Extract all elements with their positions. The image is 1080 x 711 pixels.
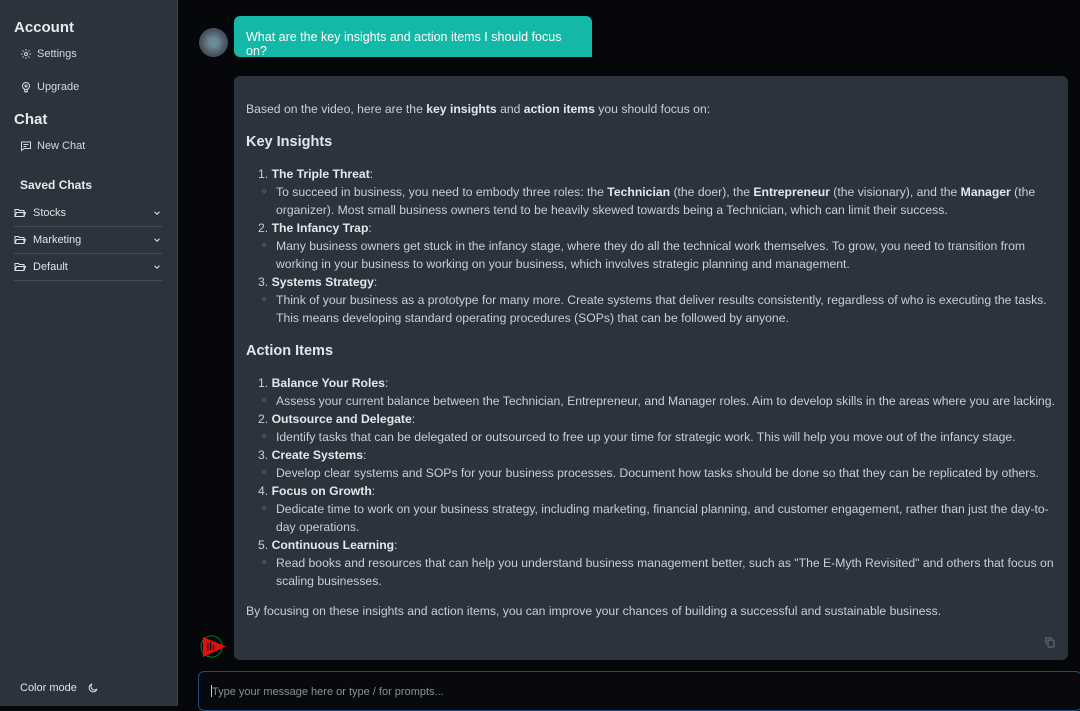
list-item: 5. Continuous Learning: (258, 538, 398, 552)
item-title: Create Systems (271, 448, 364, 462)
user-avatar (199, 28, 228, 57)
bold-text: action items (523, 102, 595, 116)
bold-text: Manager (960, 185, 1011, 199)
text: (the visionary), and the (829, 185, 961, 199)
actions-heading: Action Items (246, 343, 334, 359)
text: To succeed in business, you need to embody three roles: the (276, 185, 608, 199)
bold-text: key insights (426, 102, 497, 116)
item-number: 2. (258, 221, 269, 235)
list-item: 1. The Triple Threat: (258, 167, 374, 181)
item-detail: ○ Many business owners get stuck in the infancy stage, where they do all the technical work themselves. To grow, you need to transition from working in your business to working on your business, which involves strategic planning and management. (258, 237, 1056, 273)
item-detail: ○ Identify tasks that can be delegated or outsourced to free up your time for strategic work. This will help you move out of the infancy stage. (258, 428, 1056, 446)
folder-stocks[interactable] (14, 200, 162, 227)
intro (246, 100, 1056, 118)
bot-logo-icon (199, 632, 228, 661)
folder-default[interactable] (14, 254, 162, 281)
insights-list (246, 165, 1056, 327)
input-placeholder: Type your message here or type / for prompts... (212, 686, 444, 698)
folder-label: Marketing (33, 234, 82, 246)
saved-chats-heading: Saved Chats (20, 178, 93, 192)
item-number: 3. (258, 275, 269, 289)
text: and (496, 102, 524, 116)
item-number: 2. (258, 412, 269, 426)
folder-marketing[interactable] (14, 227, 162, 254)
color-mode-toggle[interactable] (20, 682, 99, 694)
message-input[interactable] (198, 671, 1080, 711)
bold-text: Entrepreneur (753, 185, 830, 199)
chevron-down-icon (152, 235, 162, 245)
text: (the doer), the (670, 185, 754, 199)
item-number: 3. (258, 448, 269, 462)
list-item: 3. Systems Strategy: (258, 275, 378, 289)
text: Based on the video, here are the (246, 102, 427, 116)
actions-list (246, 374, 1056, 590)
item-title: The Triple Threat (271, 167, 370, 181)
folder-icon (14, 261, 26, 273)
folder-label: Default (33, 261, 68, 273)
item-title: Systems Strategy (271, 275, 374, 289)
chevron-down-icon (152, 262, 162, 272)
item-detail: ○ Think of your business as a prototype for many more. Create systems that deliver results consistently, regardless of who is executing the tasks. This means developing standard operating procedures (SOPs) that can be followed by anyone. (258, 291, 1056, 327)
account-heading: Account (14, 19, 74, 36)
item-detail: ○ Develop clear systems and SOPs for your business processes. Document how tasks should be done so that they can be replicated by others. (258, 464, 1056, 482)
settings-link[interactable] (20, 48, 77, 60)
item-detail (258, 183, 1056, 219)
text: (the organizer). Most small business owners tend to be heavily skewed towards being a Technician, which can limit their success. (276, 185, 1036, 217)
user-message: What are the key insights and action items I should focus on? (234, 16, 592, 57)
list-item: 4. Focus on Growth: (258, 484, 376, 498)
conclusion: By focusing on these insights and action items, you can improve your chances of building a successful and sustainable business. (246, 604, 942, 618)
copy-icon[interactable] (1044, 636, 1056, 648)
item-detail: ○ Dedicate time to work on your business strategy, including marketing, financial planning, and customer engagement, rather than just the day-to-day operations. (258, 500, 1056, 536)
new-chat-button[interactable] (20, 140, 85, 152)
item-number: 5. (258, 538, 269, 552)
item-number: 1. (258, 167, 269, 181)
list-item: 2. Outsource and Delegate: (258, 412, 416, 426)
item-detail: ○ Read books and resources that can help you understand business management better, such as "The E-Myth Revisited" and others that focus on scaling businesses. (258, 554, 1056, 590)
message-icon (20, 140, 32, 152)
badge-icon (20, 81, 32, 93)
upgrade-link[interactable] (20, 81, 79, 93)
item-title: Focus on Growth (271, 484, 372, 498)
new-chat-label: New Chat (37, 140, 86, 152)
item-title: Continuous Learning (271, 538, 395, 552)
item-title: The Infancy Trap (271, 221, 369, 235)
folder-icon (14, 234, 26, 246)
chat-heading: Chat (14, 111, 48, 128)
insights-heading: Key Insights (246, 134, 333, 150)
list-item: 2. The Infancy Trap: (258, 221, 372, 235)
item-number: 4. (258, 484, 269, 498)
chevron-down-icon (152, 208, 162, 218)
item-number: 1. (258, 376, 269, 390)
color-mode-label: Color mode (20, 682, 77, 694)
item-title: Outsource and Delegate (271, 412, 412, 426)
item-title: Balance Your Roles (271, 376, 385, 390)
bold-text: Technician (607, 185, 671, 199)
settings-label: Settings (37, 48, 77, 60)
assistant-message (234, 76, 1068, 660)
gear-icon (20, 48, 32, 60)
item-detail: ○ Assess your current balance between the Technician, Entrepreneur, and Manager roles. Aim to develop skills in the areas where you are lacking. (258, 392, 1056, 410)
upgrade-label: Upgrade (37, 81, 80, 93)
list-item: 1. Balance Your Roles: (258, 376, 389, 390)
list-item: 3. Create Systems: (258, 448, 367, 462)
sidebar (0, 0, 178, 706)
folder-icon (14, 207, 26, 219)
folder-label: Stocks (33, 207, 67, 219)
text: you should focus on: (594, 102, 711, 116)
moon-icon (87, 682, 99, 694)
